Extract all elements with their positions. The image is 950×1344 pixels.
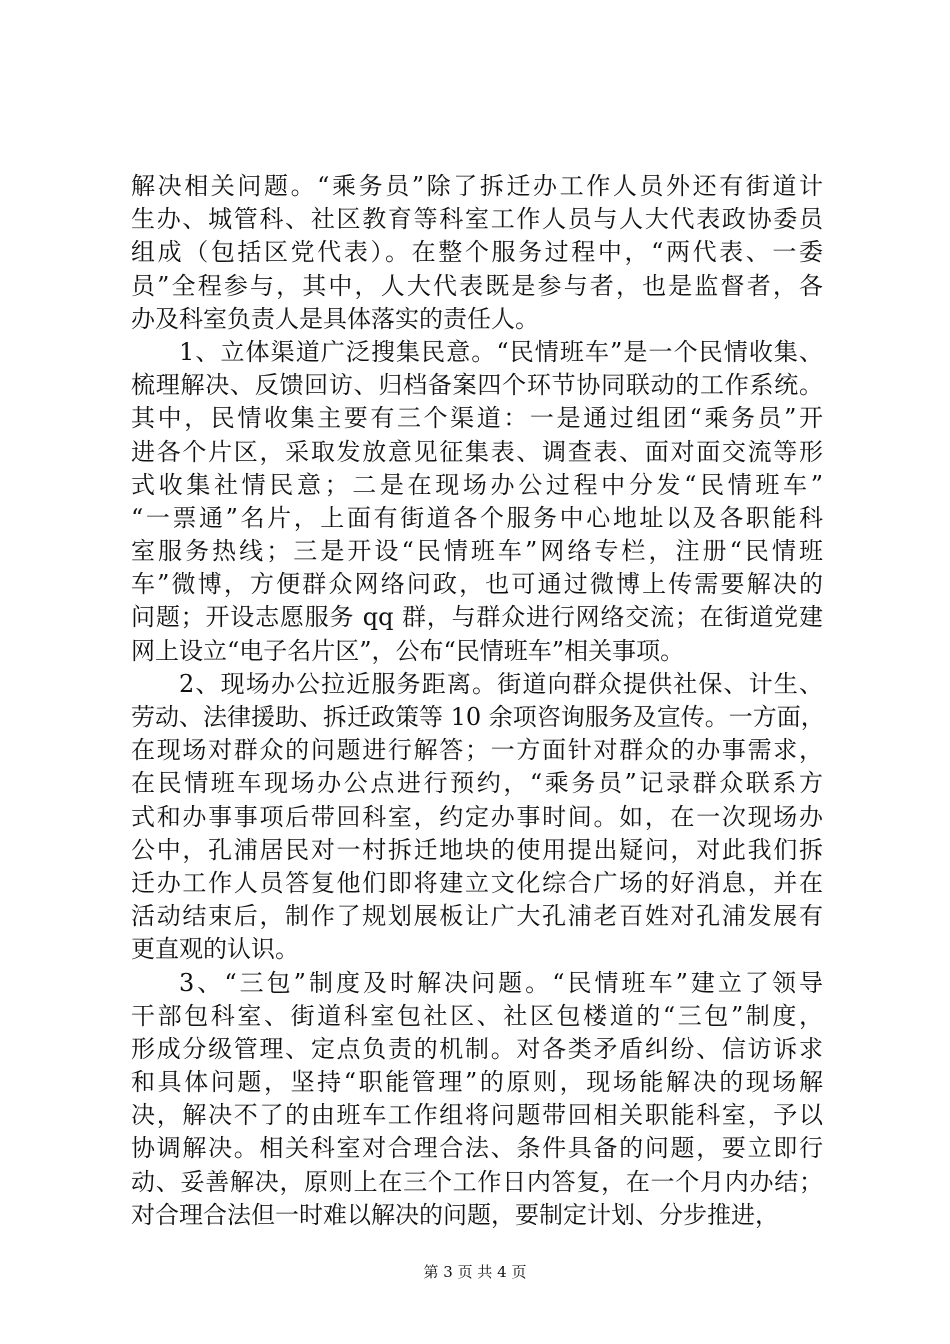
text-line: 干部包科室、街道科室包社区、社区包楼道的“三包”制度，: [131, 1001, 823, 1030]
text-line: 3、“三包”制度及时解决问题。“民情班车”建立了领导: [179, 968, 823, 997]
text-line: 网上设立“电子名片区”，公布“民情班车”相关事项。: [131, 636, 685, 665]
text-line: 对合理合法但一时难以解决的问题，要制定计划、分步推进，: [131, 1200, 779, 1229]
text-line: 室服务热线；三是开设“民情班车”网络专栏，注册“民情班: [131, 537, 823, 566]
text-line: 更直观的认识。: [131, 935, 299, 964]
text-line: 组成（包括区党代表）。在整个服务过程中，“两代表、一委: [131, 238, 823, 267]
text-line: 协调解决。相关科室对合理合法、条件具备的问题，要立即行: [131, 1134, 823, 1163]
paragraph: [131, 170, 823, 336]
text-line: 1、立体渠道广泛搜集民意。“民情班车”是一个民情收集、: [179, 337, 823, 366]
text-line: 问题；开设志愿服务 qq 群，与群众进行网络交流；在街道党建: [131, 603, 823, 632]
document-body: [131, 170, 823, 1232]
text-line: 员”全程参与，其中，人大代表既是参与者，也是监督者，各: [131, 271, 823, 300]
paragraph: [131, 336, 823, 668]
paragraph: [131, 668, 823, 967]
text-line: 在民情班车现场办公点进行预约，“乘务员”记录群众联系方: [131, 769, 823, 798]
text-line: 动、妥善解决，原则上在三个工作日内答复，在一个月内办结；: [131, 1167, 823, 1196]
paragraph: [131, 967, 823, 1233]
text-line: 形成分级管理、定点负责的机制。对各类矛盾纠纷、信访诉求: [131, 1034, 823, 1063]
text-line: 在现场对群众的问题进行解答；一方面针对群众的办事需求，: [131, 736, 823, 765]
text-line: 其中，民情收集主要有三个渠道：一是通过组团“乘务员”开: [131, 404, 823, 433]
text-line: 生办、城管科、社区教育等科室工作人员与人大代表政协委员: [131, 205, 823, 234]
text-line: 活动结束后，制作了规划展板让广大孔浦老百姓对孔浦发展有: [131, 902, 823, 931]
text-line: 办及科室负责人是具体落实的责任人。: [131, 304, 539, 333]
text-line: 迁办工作人员答复他们即将建立文化综合广场的好消息，并在: [131, 868, 823, 897]
text-line: 和具体问题，坚持“职能管理”的原则，现场能解决的现场解: [131, 1068, 823, 1097]
page-number: 第 3 页 共 4 页: [423, 1263, 527, 1281]
text-line: “一票通”名片，上面有街道各个服务中心地址以及各职能科: [131, 503, 823, 532]
text-line: 式和办事事项后带回科室，约定办事时间。如，在一次现场办: [131, 802, 823, 831]
text-line: 解决相关问题。“乘务员”除了拆迁办工作人员外还有街道计: [131, 172, 823, 200]
text-line: 劳动、法律援助、拆迁政策等 10 余项咨询服务及宣传。一方面，: [131, 703, 825, 731]
text-line: 梳理解决、反馈回访、归档备案四个环节协同联动的工作系统。: [131, 371, 823, 400]
text-line: 公中，孔浦居民对一村拆迁地块的使用提出疑问，对此我们拆: [131, 835, 823, 864]
text-line: 进各个片区，采取发放意见征集表、调查表、面对面交流等形: [131, 437, 823, 466]
page-footer: [0, 1262, 950, 1282]
text-line: 决，解决不了的由班车工作组将问题带回相关职能科室，予以: [131, 1101, 823, 1130]
text-line: 式收集社情民意；二是在现场办公过程中分发“民情班车”: [131, 470, 823, 499]
text-line: 2、现场办公拉近服务距离。街道向群众提供社保、计生、: [179, 669, 823, 698]
text-line: 车”微博，方便群众网络问政，也可通过微博上传需要解决的: [131, 570, 823, 599]
